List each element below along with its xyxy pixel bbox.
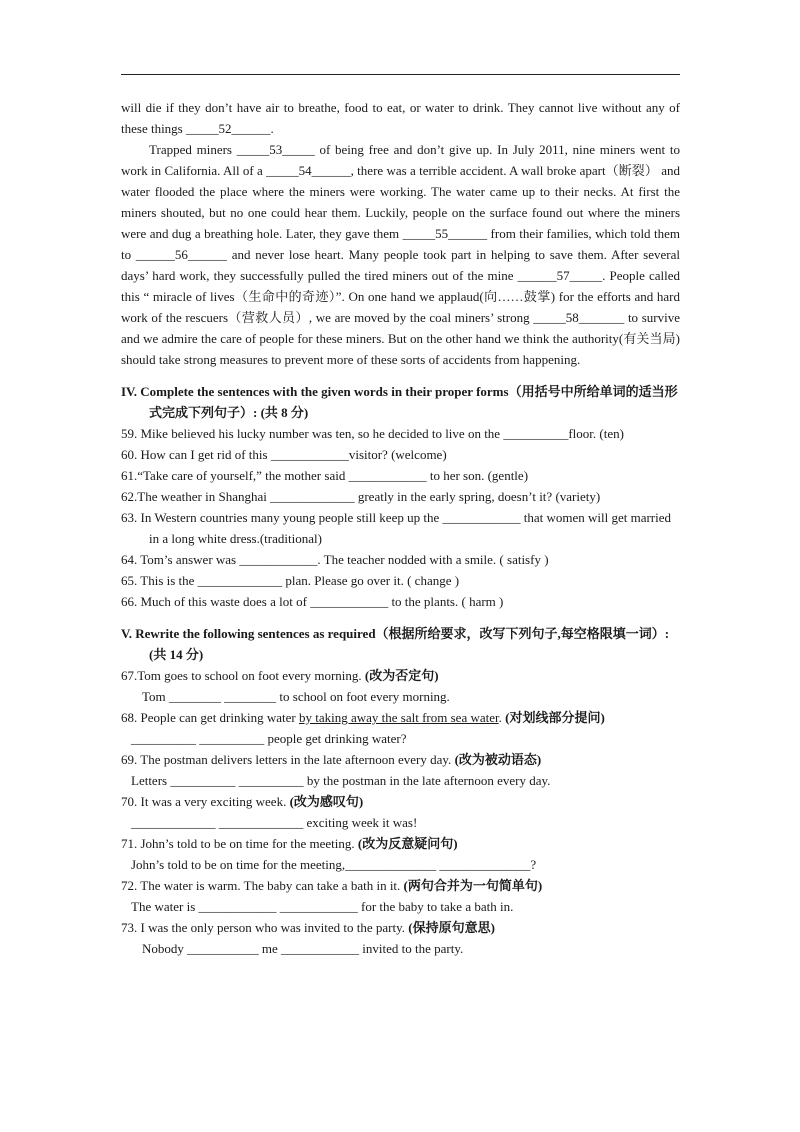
question-61: 61.“Take care of yourself,” the mother said ____________ to her son. (gentle) — [121, 468, 529, 483]
answer-69: Letters __________ __________ by the postman in the late afternoon every day. — [131, 773, 551, 788]
passage-paragraph-1: will die if they don’t have air to breathe, food to eat, or water to drink. They cannot live without any of these things _____52______. — [121, 100, 680, 136]
question-59: 59. Mike believed his lucky number was ten, so he decided to live on the __________floor. (ten) — [121, 426, 624, 441]
question-68-underlined: by taking away the salt from sea water — [298, 710, 499, 725]
question-72-text: 72. The water is warm. The baby can take a bath in it. — [121, 878, 404, 893]
question-64: 64. Tom’s answer was ____________. The teacher nodded with a smile. ( satisfy ) — [121, 552, 549, 567]
answer-70: _____________ _____________ exciting week it was! — [131, 815, 418, 830]
question-68-tag: (对划线部分提问) — [505, 710, 605, 725]
header-rule — [121, 74, 680, 75]
section-5-heading: V. Rewrite the following sentences as required（根据所给要求，改写下列句子,每空格限填一词）: (共 14 分) — [121, 626, 670, 662]
question-63: 63. In Western countries many young people still keep up the ____________ that women will get married in a long white dress.(traditional) — [121, 510, 672, 546]
answer-72: The water is ____________ ____________ for the baby to take a bath in. — [131, 899, 514, 914]
question-71 — [121, 833, 680, 854]
question-68-post: . — [498, 710, 506, 725]
question-69-text: 69. The postman delivers letters in the late afternoon every day. — [121, 752, 455, 767]
question-70-text: 70. It was a very exciting week. — [121, 794, 290, 809]
question-70-tag: (改为感叹句) — [289, 794, 364, 809]
question-62: 62.The weather in Shanghai _____________ greatly in the early spring, doesn’t it? (variety) — [121, 489, 601, 504]
question-71-text: 71. John’s told to be on time for the meeting. — [121, 836, 358, 851]
answer-67: Tom ________ ________ to school on foot every morning. — [142, 689, 450, 704]
answer-73: Nobody ___________ me ____________ invited to the party. — [142, 941, 464, 956]
answer-71: John’s told to be on time for the meeting,______________ ______________? — [131, 857, 537, 872]
worksheet-page — [121, 97, 680, 959]
question-73-text: 73. I was the only person who was invited to the party. — [121, 920, 409, 935]
answer-68: __________ __________ people get drinking water? — [131, 731, 407, 746]
section-4-heading: IV. Complete the sentences with the given words in their proper forms（用括号中所给单词的适当形式完成下列句子）: (共 8 分) — [121, 384, 678, 420]
question-68-pre: 68. People can get drinking water — [121, 710, 299, 725]
question-66: 66. Much of this waste does a lot of ____________ to the plants. ( harm ) — [121, 594, 504, 609]
question-71-tag: (改为反意疑问句) — [357, 836, 458, 851]
question-72 — [121, 875, 680, 896]
question-72-tag: (两句合并为一句简单句) — [403, 878, 543, 893]
question-69-tag: (改为被动语态) — [454, 752, 542, 767]
question-70 — [121, 791, 680, 812]
question-68 — [121, 707, 680, 728]
question-69 — [121, 749, 680, 770]
question-67-tag: (改为否定句) — [364, 668, 439, 683]
question-60: 60. How can I get rid of this ____________visitor? (welcome) — [121, 447, 447, 462]
question-67 — [121, 665, 680, 686]
question-67-text: 67.Tom goes to school on foot every morning. — [121, 668, 365, 683]
question-73-tag: (保持原句意思) — [408, 920, 495, 935]
question-65: 65. This is the _____________ plan. Please go over it. ( change ) — [121, 573, 460, 588]
passage-paragraph-2: Trapped miners _____53_____ of being free and don’t give up. In July 2011, nine miners went to work in California. All of a _____54______, there was a terrible accident. A wall broke apart（断裂） and water flooded the place where the miners were working. The water came up to their necks. At first the miners shouted, but no one could hear them. Luckily, people on the surface found out where the miners were and dug a breathing hole. Later, they gave them _____55______ from their families, which told them to ______56______ and never lose heart. Many people took part in helping to save them. After several days’ hard work, they successfully pulled the tired miners out of the mine ______57_____. People called this “ miracle of lives（生命中的奇迹）”. On one hand we applaud(向……鼓掌) for the efforts and hard work of the rescuers（营救人员）, we are moved by the coal miners’ strong _____58_______ to survive and we admire the care of people for these miners. But on the other hand we think the authority(有关当局) should take strong measures to prevent more of these sorts of accidents from happening. — [121, 142, 680, 367]
question-73 — [121, 917, 680, 938]
